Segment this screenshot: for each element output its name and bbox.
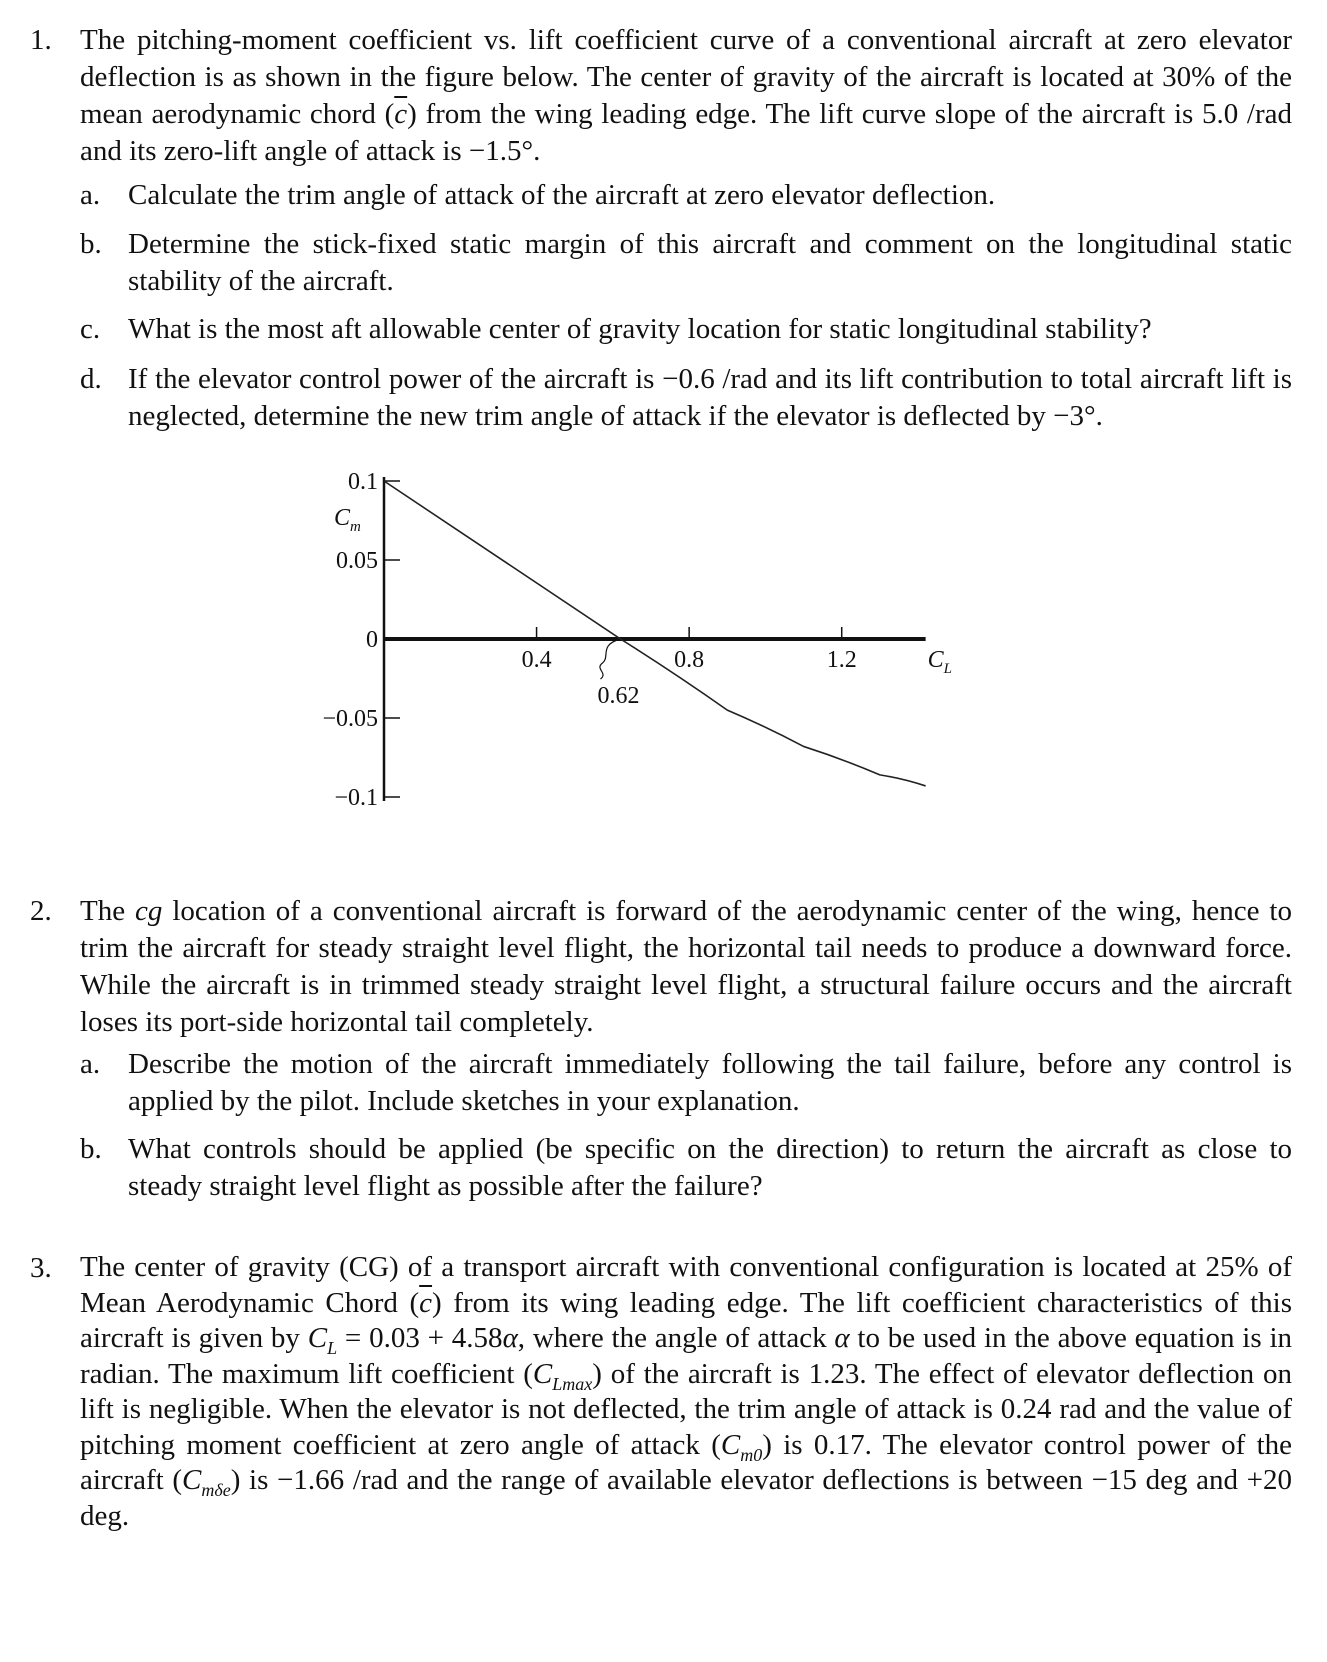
y-tick-label: 0	[366, 627, 378, 653]
text-segment: The pitching-moment coefficient vs. lift coefficient curve of a conventional aircraft at zero elevator deflection is as shown in the figure below. The center of gravity of the aircraft is located at 30% of the mean aerodynamic chord (	[80, 24, 1292, 130]
part-text: Describe the motion of the aircraft immediately following the tail failure, before any control is applied by the pilot. Include sketches in your explanation.	[128, 1048, 1292, 1117]
cm-vs-cl-chart	[320, 469, 1000, 865]
x-axis-label-subscript: L	[943, 661, 952, 677]
question-3	[30, 1250, 1292, 1534]
part-text: Calculate the trim angle of attack of the aircraft at zero elevator deflection.	[128, 179, 996, 211]
question-1	[30, 22, 1292, 170]
question-1-part-d	[80, 361, 1292, 435]
alpha-symbol: α	[502, 1322, 518, 1354]
cm0-subscript: m0	[740, 1444, 763, 1465]
part-label: a.	[80, 179, 101, 211]
clmax-symbol: C	[532, 1357, 553, 1390]
question-1-part-c	[80, 311, 1292, 348]
question-number: 3.	[30, 1252, 52, 1284]
text-segment: = 0.03 + 4.58	[337, 1322, 503, 1354]
y-tick-label: 0.05	[336, 548, 378, 574]
x-tick-label: 0.4	[521, 647, 552, 673]
alpha-symbol: α	[834, 1322, 850, 1354]
part-label: c.	[80, 313, 101, 345]
cmde-symbol: C	[182, 1464, 202, 1496]
text-segment: ) from its wing leading edge. The lift coefficient characteristics of this aircraft is given by	[80, 1286, 1292, 1354]
part-text: If the elevator control power of the aircraft is −0.6 /rad and its lift contribution to total aircraft lift is neglected, determine the new trim angle of attack if the elevator is deflected by −3°.	[128, 363, 1292, 432]
text-segment: The	[80, 895, 136, 927]
cm0-symbol: C	[720, 1428, 741, 1461]
text-segment: ) of the aircraft is 1.23. The effect of elevator deflection on lift is negligible. When the elevator is not deflected, the trim angle of attack is 0.24 rad and the value of pitching moment coefficient at zero angle of attack (	[80, 1357, 1292, 1461]
question-1-part-a	[80, 177, 1292, 214]
x-axis-label: $C_L$	[927, 647, 952, 677]
cl-subscript: L	[327, 1337, 338, 1358]
text-segment: to be used in the above equation is in radian. The maximum lift coefficient (	[80, 1322, 1293, 1390]
part-label: b.	[80, 1133, 102, 1165]
text-segment: The center of gravity (CG) of a transport aircraft with conventional configuration is located at 25% of Mean Aerodynamic Chord (	[80, 1251, 1292, 1319]
c-bar-symbol: $\overline{c}$	[419, 1286, 433, 1319]
question-2	[30, 893, 1292, 1041]
c-bar-symbol: $\overline{c}$	[394, 98, 408, 130]
cg-symbol: cg	[135, 895, 163, 927]
chart-axes	[384, 477, 926, 801]
question-number: 1.	[30, 24, 52, 56]
clmax-subscript: Lmax	[552, 1373, 593, 1394]
text-segment: ) is 0.17. The elevator control power of the aircraft (	[80, 1428, 1292, 1496]
question-text	[80, 1250, 1292, 1534]
text-segment: ) is −1.66 /rad and the range of available elevator deflections is between −15 deg and +20 deg.	[80, 1464, 1293, 1532]
part-text: What controls should be applied (be specific on the direction) to return the aircraft as close to steady straight level flight as possible after the failure?	[128, 1133, 1292, 1202]
cm-curve-line	[384, 481, 926, 786]
annotation-label: 0.62	[597, 683, 640, 709]
y-tick-label: −0.1	[334, 785, 378, 811]
annotation-leader	[600, 639, 621, 679]
part-text: Determine the stick-fixed static margin of this aircraft and comment on the longitudinal static stability of the aircraft.	[128, 228, 1292, 297]
text-segment: , where the angle of attack	[517, 1322, 835, 1354]
y-tick-label: −0.05	[322, 706, 378, 732]
part-label: d.	[80, 363, 102, 395]
cl-symbol: C	[307, 1322, 328, 1354]
x-tick-label: 1.2	[826, 647, 857, 673]
question-number: 2.	[30, 895, 52, 927]
x-tick-label: 0.8	[674, 647, 705, 673]
part-text: What is the most aft allowable center of gravity location for static longitudinal stability?	[128, 313, 1152, 345]
question-2-part-b	[80, 1131, 1292, 1205]
text-segment: ) from the wing leading edge. The lift curve slope of the aircraft is 5.0 /rad and its zero-lift angle of attack is −1.5°.	[80, 98, 1292, 167]
cmde-subscript: mδe	[201, 1479, 231, 1500]
question-text	[80, 22, 1292, 170]
question-1-part-b	[80, 226, 1292, 300]
y-tick-label: 0.1	[348, 469, 378, 495]
y-axis-label-subscript: m	[350, 519, 361, 535]
text-segment: location of a conventional aircraft is forward of the aerodynamic center of the wing, hence to trim the aircraft for steady straight level flight, the horizontal tail needs to produce a downward force. While the aircraft is in trimmed steady straight level flight, a structural failure occurs and the aircraft loses its port-side horizontal tail completely.	[80, 895, 1292, 1038]
y-axis-label: $C_m$	[334, 505, 361, 535]
part-label: b.	[80, 228, 102, 260]
chart-curve	[384, 481, 926, 786]
part-label: a.	[80, 1048, 101, 1080]
question-2-part-a	[80, 1046, 1292, 1120]
question-text	[80, 893, 1292, 1041]
